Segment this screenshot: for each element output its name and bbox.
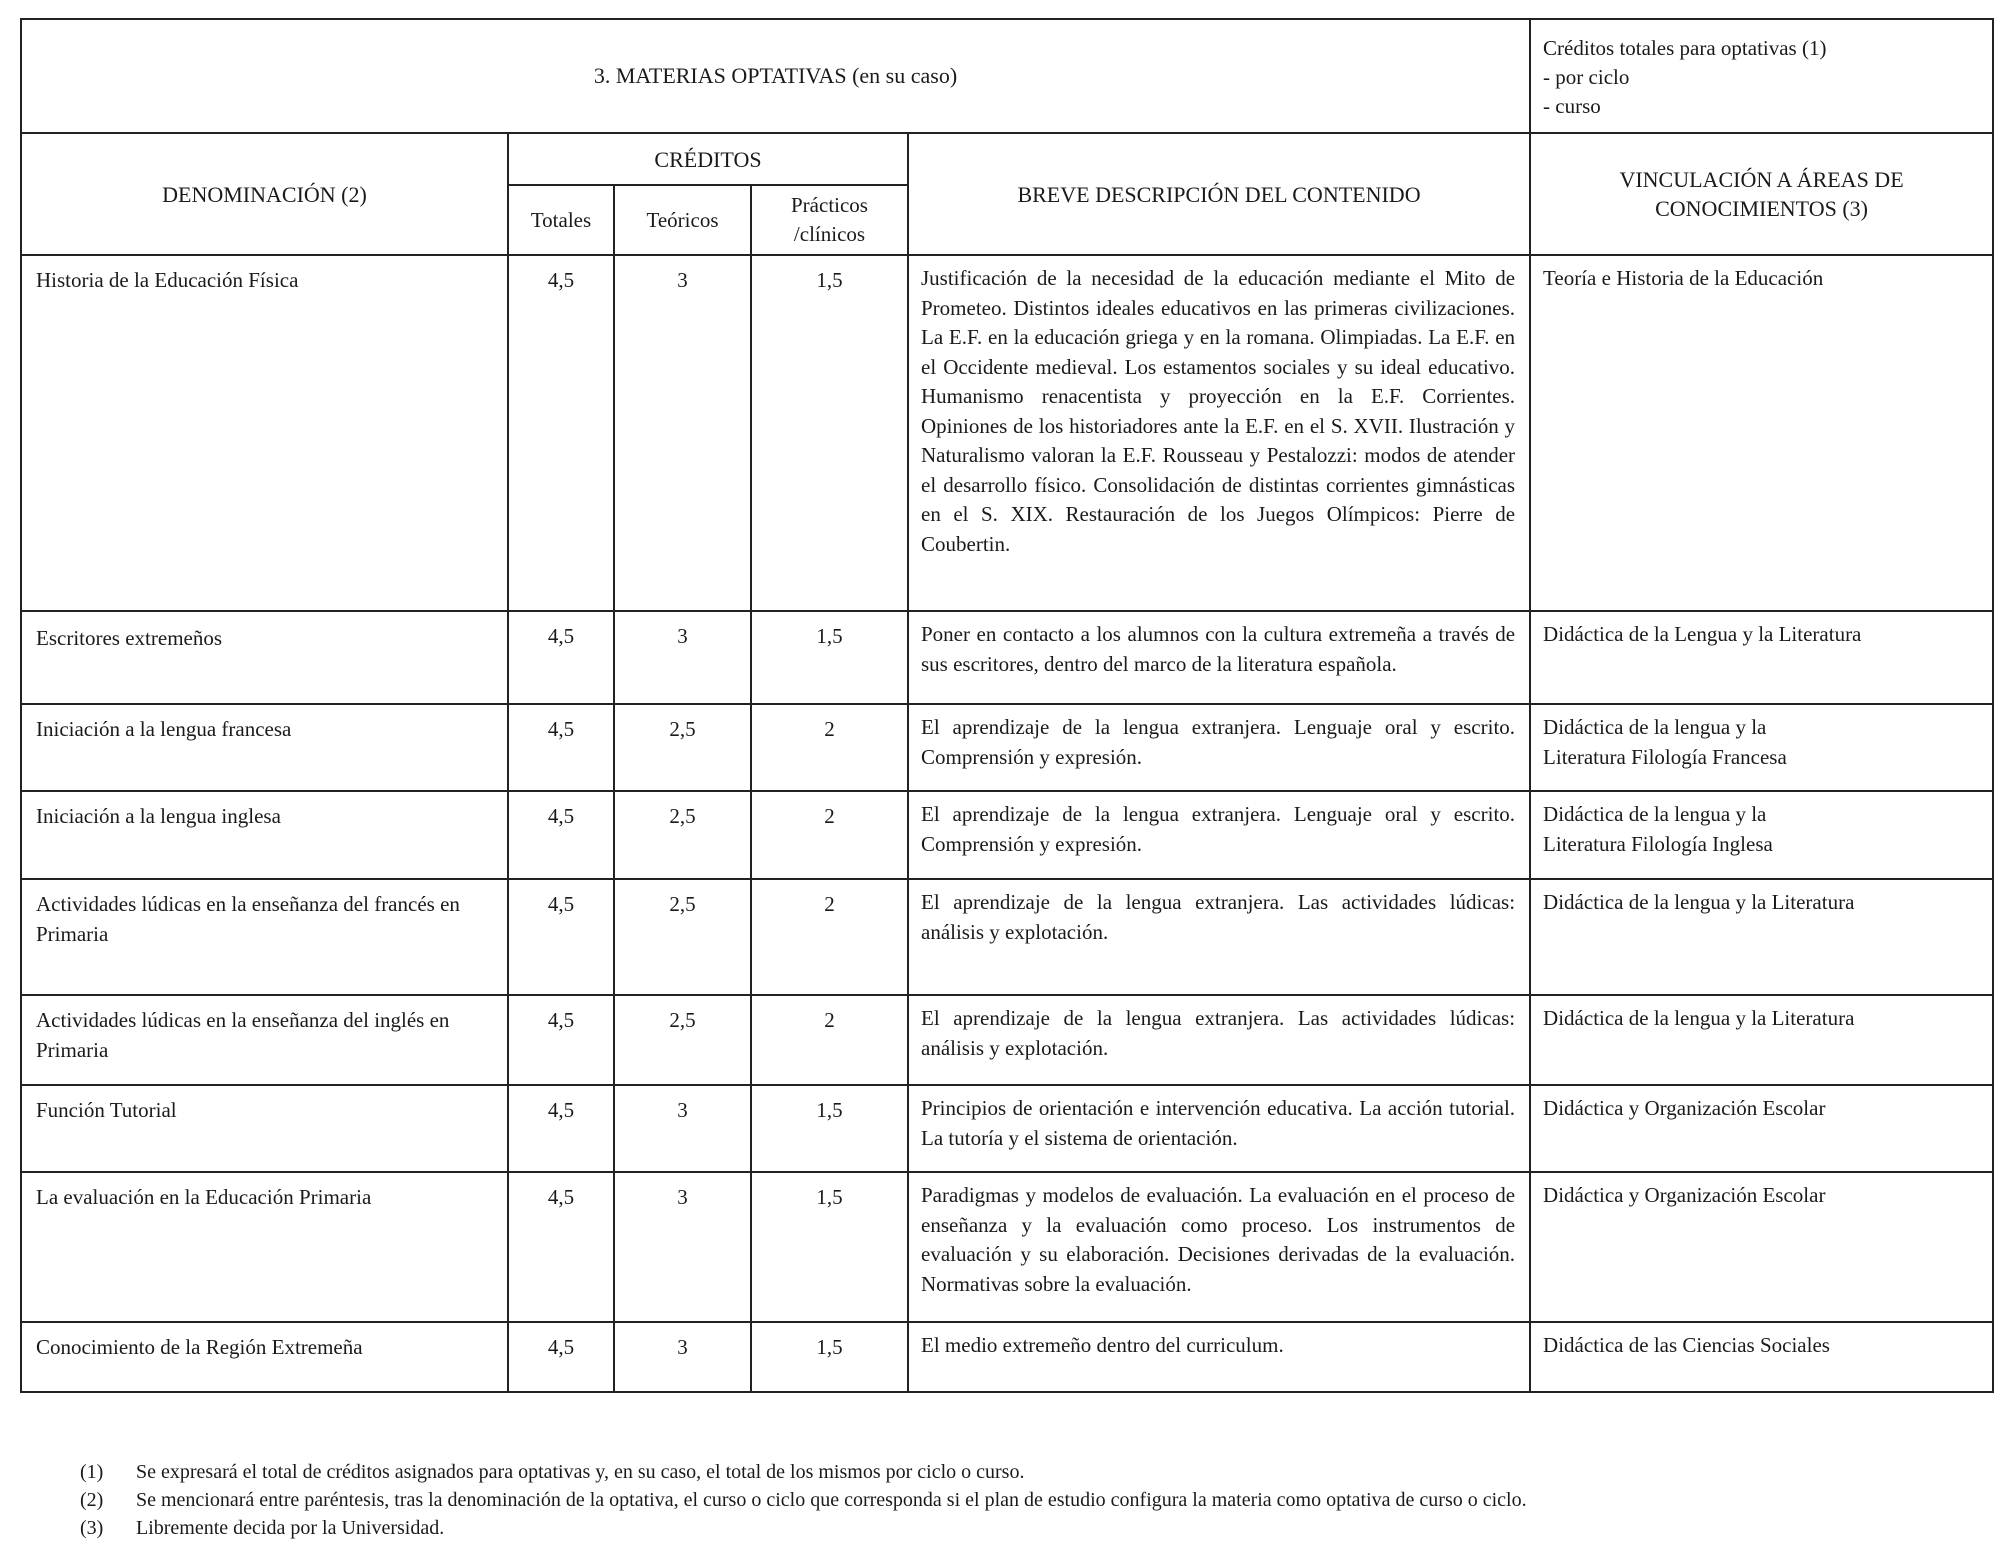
row-description: El aprendizaje de la lengua extranjera. Las actividades lúdicas: análisis y explotación. — [908, 879, 1530, 995]
table-row — [21, 1172, 1993, 1322]
row-practicos: 2 — [751, 879, 908, 995]
row-name: Función Tutorial — [21, 1085, 508, 1172]
row-description: El aprendizaje de la lengua extranjera. Lenguaje oral y escrito. Comprensión y expresión. — [908, 791, 1530, 879]
row-totales: 4,5 — [508, 879, 614, 995]
header-vinculacion: VINCULACIÓN A ÁREAS DE CONOCIMIENTOS (3) — [1530, 133, 1993, 255]
title-row — [21, 19, 1993, 133]
table-row — [21, 995, 1993, 1085]
section-title: 3. MATERIAS OPTATIVAS (en su caso) — [21, 19, 1530, 133]
footnote-text: Libremente decida por la Universidad. — [136, 1517, 445, 1539]
row-practicos: 1,5 — [751, 1322, 908, 1392]
row-area: Didáctica de la Lengua y la Literatura — [1530, 611, 1993, 704]
table-row — [21, 1322, 1993, 1392]
row-teoricos: 2,5 — [614, 791, 751, 879]
header-teoricos: Teóricos — [614, 185, 751, 255]
row-teoricos: 3 — [614, 1085, 751, 1172]
row-practicos: 1,5 — [751, 1172, 908, 1322]
row-practicos: 1,5 — [751, 255, 908, 611]
row-totales: 4,5 — [508, 611, 614, 704]
row-practicos: 1,5 — [751, 611, 908, 704]
footnote-number: (2) — [80, 1489, 104, 1511]
header-denominacion: DENOMINACIÓN (2) — [21, 133, 508, 255]
row-name: Escritores extremeños — [21, 611, 508, 704]
row-area: Didáctica de las Ciencias Sociales — [1530, 1322, 1993, 1392]
table-row — [21, 791, 1993, 879]
header-practicos: Prácticos /clínicos — [751, 185, 908, 255]
footnotes — [80, 1458, 1527, 1542]
row-description: El aprendizaje de la lengua extranjera. Lenguaje oral y escrito. Comprensión y expresión. — [908, 704, 1530, 791]
row-area: Didáctica de la lengua y la Literatura Filología Francesa — [1530, 704, 1993, 791]
header-row-1 — [21, 133, 1993, 185]
row-totales: 4,5 — [508, 1085, 614, 1172]
row-totales: 4,5 — [508, 704, 614, 791]
row-name: Actividades lúdicas en la enseñanza del francés en Primaria — [21, 879, 508, 995]
footnote-number: (1) — [80, 1461, 104, 1483]
document-page — [20, 18, 1992, 1393]
row-area: Didáctica de la lengua y la Literatura — [1530, 995, 1993, 1085]
row-totales: 4,5 — [508, 1172, 614, 1322]
table-row — [21, 1085, 1993, 1172]
footnote — [80, 1486, 1527, 1514]
row-area: Didáctica de la lengua y la Literatura — [1530, 879, 1993, 995]
row-totales: 4,5 — [508, 995, 614, 1085]
footnote-text: Se mencionará entre paréntesis, tras la denominación de la optativa, el curso o ciclo que corresponda si el plan de estudio configura la materia como optativa de curso o ciclo. — [136, 1489, 1527, 1511]
row-name: Iniciación a la lengua inglesa — [21, 791, 508, 879]
row-description: El medio extremeño dentro del curriculum. — [908, 1322, 1530, 1392]
header-totales: Totales — [508, 185, 614, 255]
row-description: Paradigmas y modelos de evaluación. La evaluación en el proceso de enseñanza y la evaluación como proceso. Los instrumentos de evaluación y su elaboración. Decisiones derivadas de la evaluación. Normativas sobre la evaluación. — [908, 1172, 1530, 1322]
row-name: La evaluación en la Educación Primaria — [21, 1172, 508, 1322]
row-totales: 4,5 — [508, 791, 614, 879]
row-teoricos: 2,5 — [614, 704, 751, 791]
row-name: Conocimiento de la Región Extremeña — [21, 1322, 508, 1392]
row-practicos: 1,5 — [751, 1085, 908, 1172]
row-name: Actividades lúdicas en la enseñanza del inglés en Primaria — [21, 995, 508, 1085]
row-practicos: 2 — [751, 995, 908, 1085]
row-area: Teoría e Historia de la Educación — [1530, 255, 1993, 611]
row-description: Poner en contacto a los alumnos con la cultura extremeña a través de sus escritores, dentro del marco de la literatura española. — [908, 611, 1530, 704]
row-totales: 4,5 — [508, 255, 614, 611]
table-row — [21, 255, 1993, 611]
footnote — [80, 1458, 1527, 1486]
table-row — [21, 704, 1993, 791]
row-totales: 4,5 — [508, 1322, 614, 1392]
credits-total-line: - curso — [1543, 94, 1601, 118]
credits-total-line: Créditos totales para optativas (1) — [1543, 36, 1827, 60]
row-description: Justificación de la necesidad de la educación mediante el Mito de Prometeo. Distintos ideales educativos en las primeras civilizaciones. La E.F. en la educación griega y en la romana. Olimpiadas. La E.F. en el Occidente medieval. Los estamentos sociales y su ideal educativo. Humanismo renacentista y proyección en la E.F. Corrientes. Opiniones de los historiadores ante la E.F. en el S. XVII. Ilustración y Naturalismo valoran la E.F. Rousseau y Pestalozzi: modos de atender el desarrollo físico. Consolidación de distintas corrientes gimnásticas en el S. XIX. Restauración de los Juegos Olímpicos: Pierre de Coubertin. — [908, 255, 1530, 611]
header-creditos: CRÉDITOS — [508, 133, 908, 185]
row-name: Historia de la Educación Física — [21, 255, 508, 611]
row-area: Didáctica y Organización Escolar — [1530, 1085, 1993, 1172]
table-row — [21, 611, 1993, 704]
row-practicos: 2 — [751, 791, 908, 879]
row-teoricos: 3 — [614, 611, 751, 704]
table-row — [21, 879, 1993, 995]
footnote-number: (3) — [80, 1517, 104, 1539]
row-teoricos: 2,5 — [614, 879, 751, 995]
row-name: Iniciación a la lengua francesa — [21, 704, 508, 791]
row-area: Didáctica y Organización Escolar — [1530, 1172, 1993, 1322]
row-teoricos: 3 — [614, 255, 751, 611]
header-descripcion: BREVE DESCRIPCIÓN DEL CONTENIDO — [908, 133, 1530, 255]
footnote — [80, 1514, 1527, 1542]
row-teoricos: 2,5 — [614, 995, 751, 1085]
row-teoricos: 3 — [614, 1172, 751, 1322]
row-description: Principios de orientación e intervención educativa. La acción tutorial. La tutoría y el sistema de orientación. — [908, 1085, 1530, 1172]
row-description: El aprendizaje de la lengua extranjera. Las actividades lúdicas: análisis y explotación. — [908, 995, 1530, 1085]
row-practicos: 2 — [751, 704, 908, 791]
credits-total-line: - por ciclo — [1543, 65, 1630, 89]
credits-total-box — [1530, 19, 1993, 133]
optativas-table — [20, 18, 1994, 1393]
row-area: Didáctica de la lengua y la Literatura Filología Inglesa — [1530, 791, 1993, 879]
footnote-text: Se expresará el total de créditos asignados para optativas y, en su caso, el total de los mismos por ciclo o curso. — [136, 1461, 1025, 1483]
row-teoricos: 3 — [614, 1322, 751, 1392]
